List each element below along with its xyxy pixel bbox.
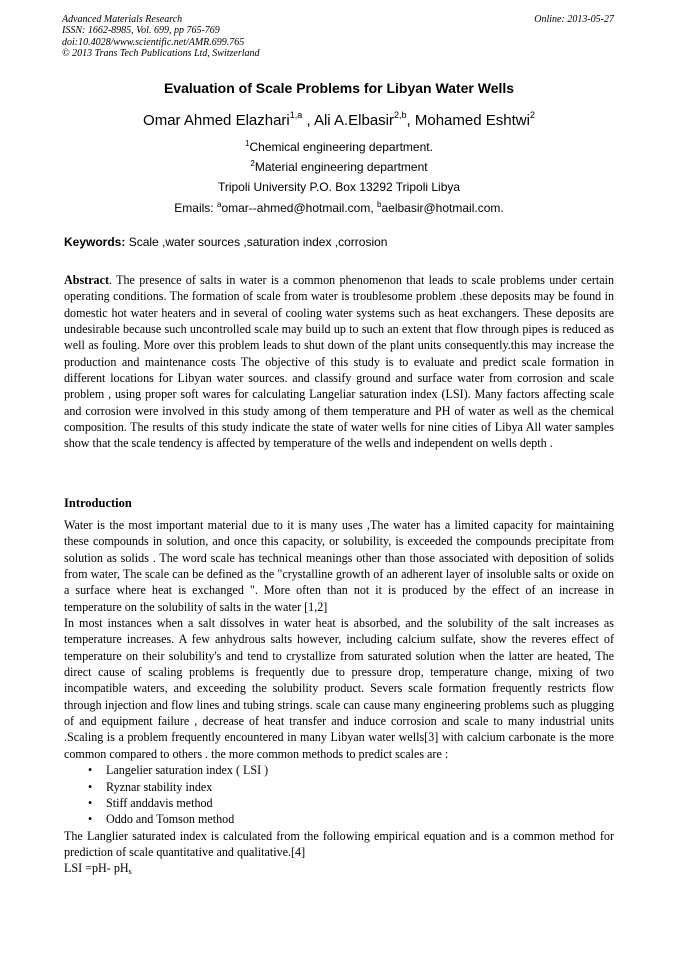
copyright-line: © 2013 Trans Tech Publications Ltd, Switzerland — [62, 48, 260, 60]
methods-list — [64, 762, 614, 827]
email-link[interactable]: omar--ahmed@hotmail.com, — [221, 201, 374, 215]
email-link[interactable]: aelbasir@hotmail.com. — [381, 201, 504, 215]
keywords-label: Keywords: — [64, 235, 126, 249]
email-sup: a — [216, 200, 222, 209]
body-paragraph: In most instances when a salt dissolves in water heat is absorbed, and the solubility of the salt increases as temperature increases. A few anhydrous salts however, including calcium sulfate, show the reveres effect of temperature on their solubility's and tend to crystallize from saturated solution when the latter are heated, The direct cause of scaling problems is frequently due to pressure drop, temperature change, mixing of two incompatible waters, and exceeding the solubility product. Severs scale formation frequently restricts flow through injection and flow lines and tubing strings. scale can cause many engineering problems such as plugging of and equipment failure , decrease of heat transfer and induce corrosion and scale to many industrial units .Scaling is a problem frequently encountered in many Libyan water wells[3] with calcium carbonate is the more common compared to others . the more common methods to predict scales are : — [64, 616, 614, 761]
body-paragraph: Water is the most important material due to it is many uses ,The water has a limited capacity for maintaining these compounds in solution, and once this capacity, or solubility, is exceeded the compounds precipitate from solution as solids . The word scale has technical meanings other than those associated with deposition of solids from water, The scale can be defined as the "crystalline growth of an adherent layer of insoluble salts or oxide on a surface where heat is exchanged ". More often than not it is produced by the effect of an increase in temperature on the solubility of salts in the water [1,2] — [64, 518, 614, 614]
equation-text: LSI =pH- pH — [64, 861, 129, 876]
emails-label: Emails: — [174, 201, 214, 215]
abstract-text: . The presence of salts in water is a common phenomenon that leads to scale problems under certain operating conditions. The formation of scale from water is troublesome problem .these deposits may be found in domestic hot water heaters and in several of cooling water systems such as heat exchangers. These deposits are undesirable because such uncontrolled scale may build up to such an extent that flow through pipes is reduced as well as fouling. More over this problem leads to shut down of the plant units consequently.this may increase the production and maintenance costs The objective of this study is to evaluate and predict scale formation in different locations for Libyan water sources. and classify ground and surface water from corrosion and scale problem , using proper soft wares for calculating Langeliar saturation index (LSI). Many factors affecting scale and corrosion were involved in this study among of them temperature and PH of water as well as the chemical composition. The results of this study indicate the state of water wells for nine cities of Libya All water samples show that the scale tendency is affected by temperature of the wells and independent on wells depth . — [64, 273, 614, 451]
equation-line — [64, 860, 614, 880]
body-paragraph: The Langlier saturated index is calculated from the following empirical equation and is a common method for prediction of scale quantitative and qualitative.[4] — [64, 828, 614, 859]
online-date: Online: 2013-05-27 — [534, 14, 614, 25]
issn-line: ISSN: 1662-8985, Vol. 699, pp 765-769 — [62, 25, 220, 37]
abstract-label: Abstract — [64, 273, 110, 287]
author-sup: 2 — [529, 110, 535, 120]
email-sup: b — [377, 200, 382, 209]
section-heading: Introduction — [64, 496, 132, 510]
paper-title: Evaluation of Scale Problems for Libyan Water Wells — [163, 80, 515, 96]
keywords-text: Scale ,water sources ,saturation index ,corrosion — [125, 235, 388, 249]
introduction-body — [64, 517, 614, 881]
affiliation-sup: 2 — [250, 159, 255, 168]
affiliation-sup: 1 — [245, 139, 250, 148]
journal-header — [62, 14, 260, 60]
author-list: Omar Ahmed Elazhari$^{1,a}$ , Ali A.Elbasir$^{2,b}$, Mohamed Eshtwi$^2$ — [143, 110, 535, 129]
author-name: Ali A.Elbasir — [313, 112, 395, 129]
affiliation-1 — [0, 139, 678, 154]
affiliation-2 — [0, 159, 678, 174]
affiliation-text: Material engineering department — [254, 160, 428, 174]
affiliation-text: Chemical engineering department. — [249, 140, 433, 154]
author-sup: 1,a — [289, 110, 303, 120]
equation-subscript: s — [128, 867, 132, 877]
doi-line: doi:10.4028/www.scientific.net/AMR.699.765 — [62, 36, 245, 48]
abstract-section — [64, 272, 614, 452]
author-name: Mohamed Eshtwi — [414, 112, 530, 129]
list-item: • Langelier saturation index ( LSI ) — [106, 762, 614, 778]
abstract-paragraph — [64, 272, 614, 452]
journal-name: Advanced Materials Research — [62, 14, 183, 25]
list-item: • Stiff anddavis method — [106, 795, 614, 811]
list-item: • Ryznar stability index — [106, 779, 614, 795]
list-item: • Oddo and Tomson method — [106, 811, 614, 827]
email-line — [0, 200, 678, 215]
keywords-line — [64, 235, 387, 249]
postal-address: Tripoli University P.O. Box 13292 Tripoli Libya — [217, 180, 461, 194]
author-sup: 2,b — [394, 110, 407, 120]
author-name: Omar Ahmed Elazhari — [143, 112, 290, 129]
